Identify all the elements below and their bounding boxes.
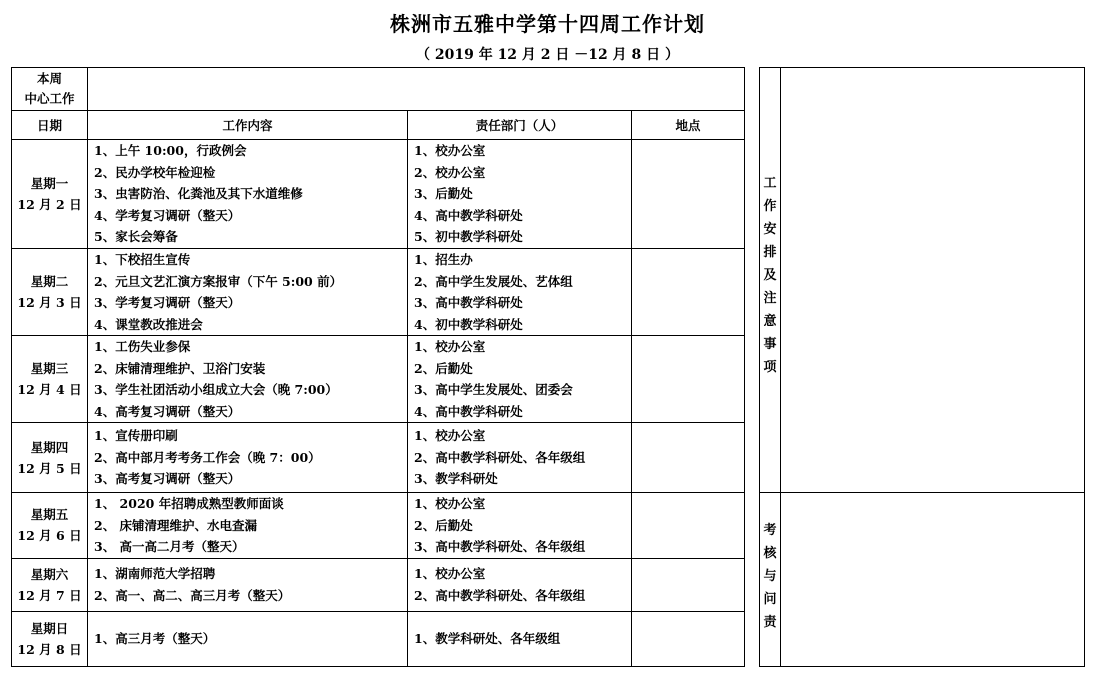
vertical-char: 作 <box>763 199 777 214</box>
vertical-char: 工 <box>763 176 777 191</box>
dept-item: 1、校办公室 <box>414 496 486 511</box>
dept-item: 2、高中教学科研处、各年级组 <box>414 449 586 465</box>
gap-column <box>745 68 760 667</box>
dept-cell <box>408 611 632 666</box>
day-cell <box>12 249 88 336</box>
day-cell <box>12 558 88 611</box>
work-item: 1、湖南师范大学招聘 <box>94 566 216 581</box>
day-cell <box>12 493 88 559</box>
dept-item: 5、初中教学科研处 <box>414 229 523 245</box>
dept-cell <box>408 336 632 423</box>
dept-item: 1、校办公室 <box>414 143 486 159</box>
work-item: 4、高考复习调研（整天） <box>94 403 241 419</box>
dept-item: 3、高中教学科研处、各年级组 <box>414 539 586 554</box>
vertical-char: 考 <box>763 523 777 538</box>
center-work-value <box>88 68 745 111</box>
center-work-row <box>12 68 1085 111</box>
dept-item: 2、校办公室 <box>414 164 486 180</box>
work-item: 2、民办学校年检迎检 <box>94 164 216 180</box>
weekday-label: 星期六 <box>30 566 69 582</box>
dept-item: 2、高中学生发展处、艺体组 <box>414 273 573 289</box>
work-plan-table <box>11 67 1085 667</box>
day-cell <box>12 423 88 493</box>
dept-item: 3、高中教学科研处 <box>414 295 523 310</box>
vertical-char: 项 <box>763 360 777 375</box>
vertical-char: 排 <box>763 245 777 260</box>
work-content-cell <box>88 558 408 611</box>
day-cell <box>12 140 88 249</box>
header-content: 工作内容 <box>88 111 408 140</box>
work-item: 3、虫害防治、化粪池及其下水道维修 <box>94 186 303 202</box>
work-item: 3、学生社团活动小组成立大会（晚 7:00） <box>94 382 338 397</box>
date-label: 12 月 5 日 <box>17 460 82 476</box>
work-item: 2、 床铺清理维护、水电查漏 <box>94 517 258 533</box>
notes-area-top <box>781 68 1085 493</box>
work-item: 2、高一、高二、高三月考（整天） <box>94 587 291 603</box>
date-label: 12 月 3 日 <box>17 295 82 310</box>
vertical-char: 与 <box>763 569 777 584</box>
vertical-char: 及 <box>763 268 777 283</box>
place-cell <box>632 611 745 666</box>
vertical-char: 安 <box>763 222 777 237</box>
weekday-label: 星期三 <box>30 361 69 376</box>
side-note-assessment <box>760 493 781 667</box>
vertical-char: 意 <box>763 314 777 329</box>
work-item: 2、高中部月考考务工作会（晚 7：00） <box>94 449 321 465</box>
weekday-label: 星期二 <box>30 274 69 289</box>
work-item: 3、学考复习调研（整天） <box>94 295 241 310</box>
dept-item: 3、后勤处 <box>414 186 473 202</box>
work-content-cell <box>88 140 408 249</box>
date-label: 12 月 7 日 <box>17 587 82 603</box>
weekday-label: 星期四 <box>30 439 69 455</box>
vertical-char: 核 <box>763 546 777 561</box>
center-work-label: 本周 中心工作 <box>12 68 88 111</box>
weekday-label: 星期日 <box>30 620 69 636</box>
place-cell <box>632 423 745 493</box>
date-label: 12 月 4 日 <box>17 382 82 397</box>
vertical-char: 责 <box>763 615 777 630</box>
work-content-cell <box>88 423 408 493</box>
page-title: 株洲市五雅中学第十四周工作计划 <box>390 12 705 36</box>
side-note-arrangement <box>760 68 781 493</box>
vertical-char: 事 <box>763 337 777 352</box>
work-item: 1、下校招生宣传 <box>94 252 191 267</box>
day-row <box>12 493 1085 559</box>
weekday-label: 星期一 <box>30 176 69 191</box>
dept-item: 2、高中教学科研处、各年级组 <box>414 587 586 603</box>
dept-item: 2、后勤处 <box>414 360 473 376</box>
work-item: 1、宣传册印刷 <box>94 428 178 444</box>
place-cell <box>632 336 745 423</box>
work-item: 4、课堂教改推进会 <box>94 316 203 332</box>
work-item: 1、高三月考（整天） <box>94 630 216 646</box>
notes-area-bottom <box>781 493 1085 667</box>
header-dept: 责任部门（人） <box>408 111 632 140</box>
side-note-assessment-text <box>760 519 780 634</box>
date-label: 12 月 8 日 <box>17 641 82 657</box>
side-note-arrangement-text <box>760 172 780 379</box>
day-cell <box>12 336 88 423</box>
vertical-char: 注 <box>763 291 777 306</box>
dept-cell <box>408 140 632 249</box>
dept-cell <box>408 423 632 493</box>
vertical-char: 问 <box>763 592 777 607</box>
work-item: 1、上午 10:00，行政例会 <box>94 143 247 159</box>
work-item: 3、高考复习调研（整天） <box>94 471 241 487</box>
dept-cell <box>408 493 632 559</box>
date-label: 12 月 6 日 <box>17 528 82 544</box>
work-item: 5、家长会筹备 <box>94 229 178 245</box>
dept-item: 4、高中教学科研处 <box>414 403 523 419</box>
work-content-cell <box>88 249 408 336</box>
place-cell <box>632 558 745 611</box>
dept-item: 3、教学科研处 <box>414 471 498 487</box>
work-item: 4、学考复习调研（整天） <box>94 207 241 223</box>
dept-item: 1、校办公室 <box>414 566 486 581</box>
header-date: 日期 <box>12 111 88 140</box>
header-place: 地点 <box>632 111 745 140</box>
work-item: 3、 高一高二月考（整天） <box>94 539 245 554</box>
dept-cell <box>408 249 632 336</box>
work-item: 1、 2020 年招聘成熟型教师面谈 <box>94 496 284 511</box>
work-content-cell <box>88 336 408 423</box>
place-cell <box>632 140 745 249</box>
dept-cell <box>408 558 632 611</box>
work-item: 2、元旦文艺汇演方案报审（下午 5:00 前） <box>94 273 343 289</box>
place-cell <box>632 249 745 336</box>
work-item: 1、工伤失业参保 <box>94 339 191 354</box>
date-range-subtitle: （ 2019 年 12 月 2 日 －12 月 8 日 ） <box>415 47 680 63</box>
work-item: 2、床铺清理维护、卫浴门安装 <box>94 360 266 376</box>
date-label: 12 月 2 日 <box>17 197 82 212</box>
dept-item: 1、校办公室 <box>414 339 486 354</box>
weekday-label: 星期五 <box>30 507 69 523</box>
dept-item: 1、招生办 <box>414 252 473 267</box>
dept-item: 1、教学科研处、各年级组 <box>414 630 561 646</box>
dept-item: 1、校办公室 <box>414 428 486 444</box>
dept-item: 2、后勤处 <box>414 517 473 533</box>
work-content-cell <box>88 611 408 666</box>
dept-item: 4、高中教学科研处 <box>414 207 523 223</box>
dept-item: 3、高中学生发展处、团委会 <box>414 382 573 397</box>
place-cell <box>632 493 745 559</box>
day-cell <box>12 611 88 666</box>
work-content-cell <box>88 493 408 559</box>
dept-item: 4、初中教学科研处 <box>414 316 523 332</box>
